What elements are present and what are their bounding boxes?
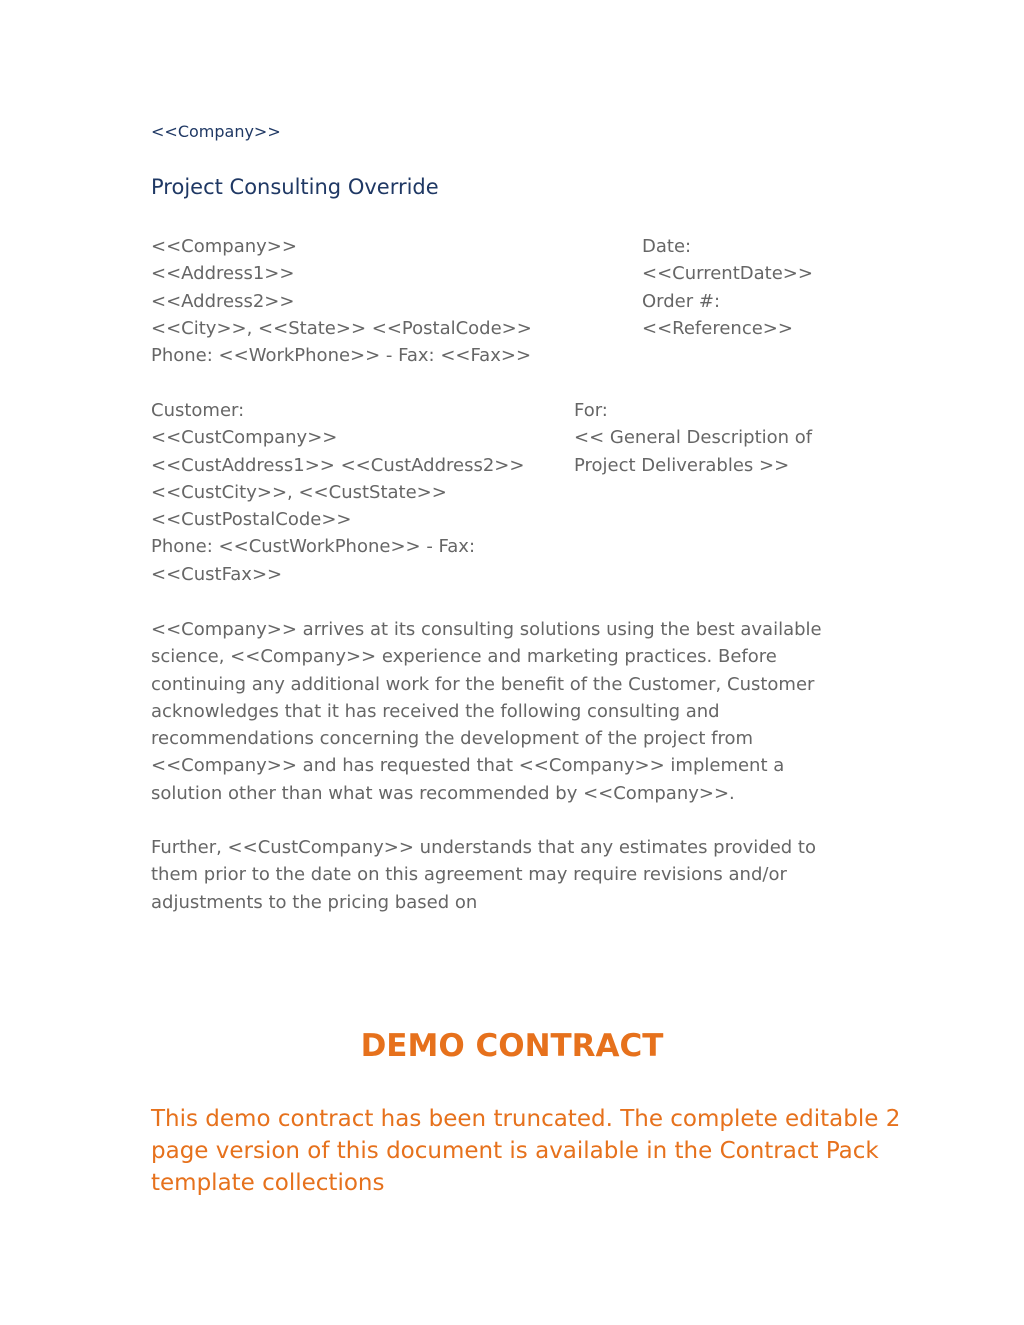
document-title: Project Consulting Override [151,175,439,199]
order-info-block [642,233,813,342]
customer-line: <<CustCity>>, <<CustState>> [151,481,447,503]
for-line: For: [574,400,608,421]
paragraph-line: adjustments to the pricing based on [151,891,478,913]
sender-address-block [151,233,532,369]
customer-line: <<CustPostalCode>> [151,509,352,531]
sender-line: <<Address1>> [151,263,295,285]
paragraph-line: them prior to the date on this agreement may require revisions and/or [151,864,787,886]
paragraph-line: <<Company>> and has requested that <<Company>> implement a [151,755,785,777]
notice-line: template collections [151,1170,385,1196]
for-block [574,397,812,479]
paragraph-line: solution other than what was recommended by <<Company>>. [151,782,735,804]
order-line: <<Reference>> [642,317,793,339]
notice-line: This demo contract has been truncated. The complete editable 2 [151,1106,901,1132]
for-line: << General Description of [574,427,813,449]
paragraph-estimates [151,834,816,916]
paragraph-line: continuing any additional work for the benefit of the Customer, Customer [151,673,815,695]
customer-block [151,397,524,588]
for-line: Project Deliverables >> [574,454,790,476]
notice-line: page version of this document is available in the Contract Pack [151,1138,879,1164]
customer-line: Customer: [151,400,245,421]
customer-line: <<CustCompany>> [151,427,338,449]
customer-line: Phone: <<CustWorkPhone>> - Fax: [151,536,476,558]
paragraph-line: acknowledges that it has received the following consulting and [151,700,720,722]
customer-line: <<CustFax>> [151,563,283,585]
paragraph-line: <<Company>> arrives at its consulting solutions using the best available [151,619,822,640]
sender-line: <<Address2>> [151,290,295,312]
sender-line: <<City>>, <<State>> <<PostalCode>> [151,317,532,339]
customer-line: <<CustAddress1>> <<CustAddress2>> [151,454,525,476]
sender-line: Phone: <<WorkPhone>> - Fax: <<Fax>> [151,345,532,367]
paragraph-line: recommendations concerning the development of the project from [151,728,754,750]
paragraph-line: science, <<Company>> experience and marketing practices. Before [151,646,777,668]
order-line: Date: [642,236,692,257]
demo-truncation-notice [151,1103,900,1199]
paragraph-consulting [151,616,822,807]
order-line: <<CurrentDate>> [642,263,813,285]
paragraph-line: Further, <<CustCompany>> understands that any estimates provided to [151,837,816,858]
demo-contract-title: DEMO CONTRACT [360,1028,664,1064]
sender-line: <<Company>> [151,236,297,257]
order-line: Order #: [642,290,721,312]
header-company: <<Company>> [151,122,281,141]
